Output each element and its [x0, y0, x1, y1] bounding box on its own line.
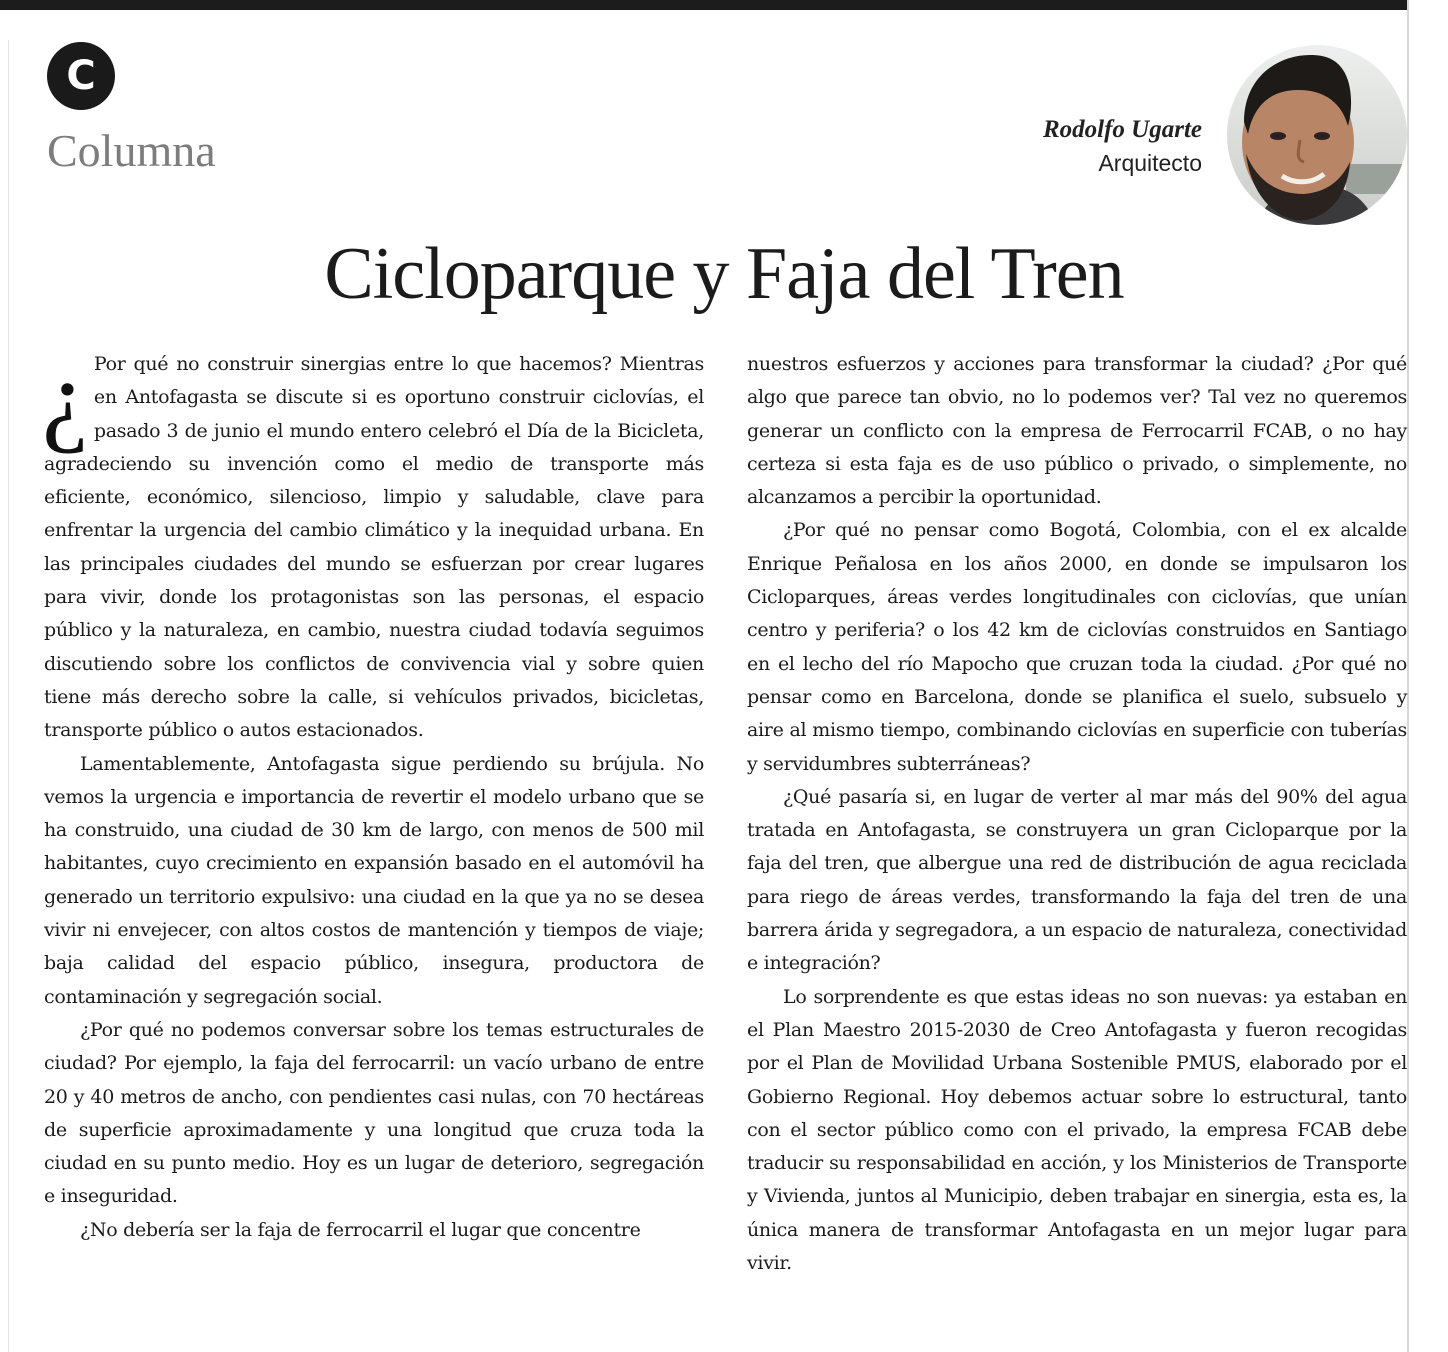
author-name: Rodolfo Ugarte [1042, 116, 1202, 143]
paragraph-1-text: Por qué no construir sinergias entre lo que hacemos? Mientras en Antofagasta se discute si es oportuno construir ciclovías, el pasado 3 de junio el mundo entero celebró el Día de la Bicicleta, agradeciendo su invención como el medio de transporte más eficiente, económico, silencioso, limpio y saludable, clave para enfrentar la urgencia del cambio climático y la inequidad urbana. En las principales ciudades del mundo se esfuerzan por crear lugares para vivir, donde los protagonistas son las personas, el espacio público y la naturaleza, en cambio, nuestra ciudad todavía seguimos discutiendo sobre los conflictos de convivencia vial y sobre quien tiene más derecho sobre la calle, si vehículos privados, bicicletas, transporte público o autos estacionados. [44, 353, 704, 742]
section-badge: C [47, 42, 115, 110]
paragraph-3: ¿Por qué no podemos conversar sobre los temas estructurales de ciudad? Por ejemplo, la faja del ferrocarril: un vacío urbano de entre 20 y 40 metros de ancho, con pendientes casi nulas, con 70 hectáreas de superficie aproximadamente y una longitud que cruza toda la ciudad en su punto medio. Hoy es un lugar de deterioro, segregación e inseguridad. [44, 1018, 704, 1208]
column-2 [747, 348, 1407, 1280]
section-label: Columna [47, 125, 216, 176]
paragraph-6: ¿Qué pasaría si, en lugar de verter al mar más del 90% del agua tratada en Antofagasta, se construyera un gran Cicloparque por la faja del tren, que albergue una red de distribución de agua reciclada para riego de áreas verdes, transformando la faja del tren de una barrera árida y segregadora, a un espacio de naturaleza, conectividad e integración? [747, 785, 1407, 975]
author-photo [1226, 44, 1408, 226]
paragraph-2: Lamentablemente, Antofagasta sigue perdiendo su brújula. No vemos la urgencia e importancia de revertir el modelo urbano que se ha construido, una ciudad de 30 km de largo, con menos de 500 mil habitantes, cuyo crecimiento en expansión basado en el automóvil ha generado un territorio expulsivo: una ciudad en la que ya no se desea vivir ni envejecer, con altos costos de mantención y tiempos de viaje; baja calidad del espacio público, insegura, productora de contaminación y segregación social. [44, 752, 704, 1008]
headline: Cicloparque y Faja del Tren [324, 233, 1124, 315]
paragraph-4: ¿No debería ser la faja de ferrocarril el lugar que concentre [80, 1218, 641, 1241]
paragraph-7: Lo sorprendente es que estas ideas no son nuevas: ya estaban en el Plan Maestro 2015-2030 de Creo Antofagasta y fueron recogidas por el Plan de Movilidad Urbana Sostenible PMUS, elaborado por el Gobierno Regional. Hoy debemos actuar sobre lo estructural, tanto con el sector público como con el privado, la empresa FCAB debe traducir su responsabilidad en acción, y los Ministerios de Transporte y Vivienda, juntos al Municipio, deben trabajar en sinergia, esta es, la única manera de transformar Antofagasta en un mejor lugar para vivir. [747, 985, 1407, 1275]
column-1 [42, 340, 704, 1247]
author-byline [1043, 116, 1202, 177]
paragraph-4-continued: nuestros esfuerzos y acciones para transformar la ciudad? ¿Por qué algo que parece tan obvio, no lo podemos ver? Tal vez no queremos generar un conflicto con la empresa de Ferrocarril FCAB, o no hay certeza si esta faja es de uso público o privado, o simplemente, no alcanzamos a percibir la oportunidad. [747, 353, 1407, 509]
paragraph-5: ¿Por qué no pensar como Bogotá, Colombia, con el ex alcalde Enrique Peñalosa en los años 2000, en donde se impulsaron los Cicloparques, áreas verdes longitudinales con ciclovías, que unían centro y periferia? o los 42 km de ciclovías construidos en Santiago en el lecho del río Mapocho que cruzan toda la ciudad. ¿Por qué no pensar como en Barcelona, donde se planifica el suelo, subsuelo y aire al mismo tiempo, combinando ciclovías en superficie con tuberías y servidumbres subterráneas? [747, 519, 1407, 775]
paragraph-1 [42, 340, 704, 748]
author-role: Arquitecto [1098, 150, 1202, 176]
drop-cap: ¿ [42, 340, 88, 455]
top-bar [0, 0, 1407, 10]
